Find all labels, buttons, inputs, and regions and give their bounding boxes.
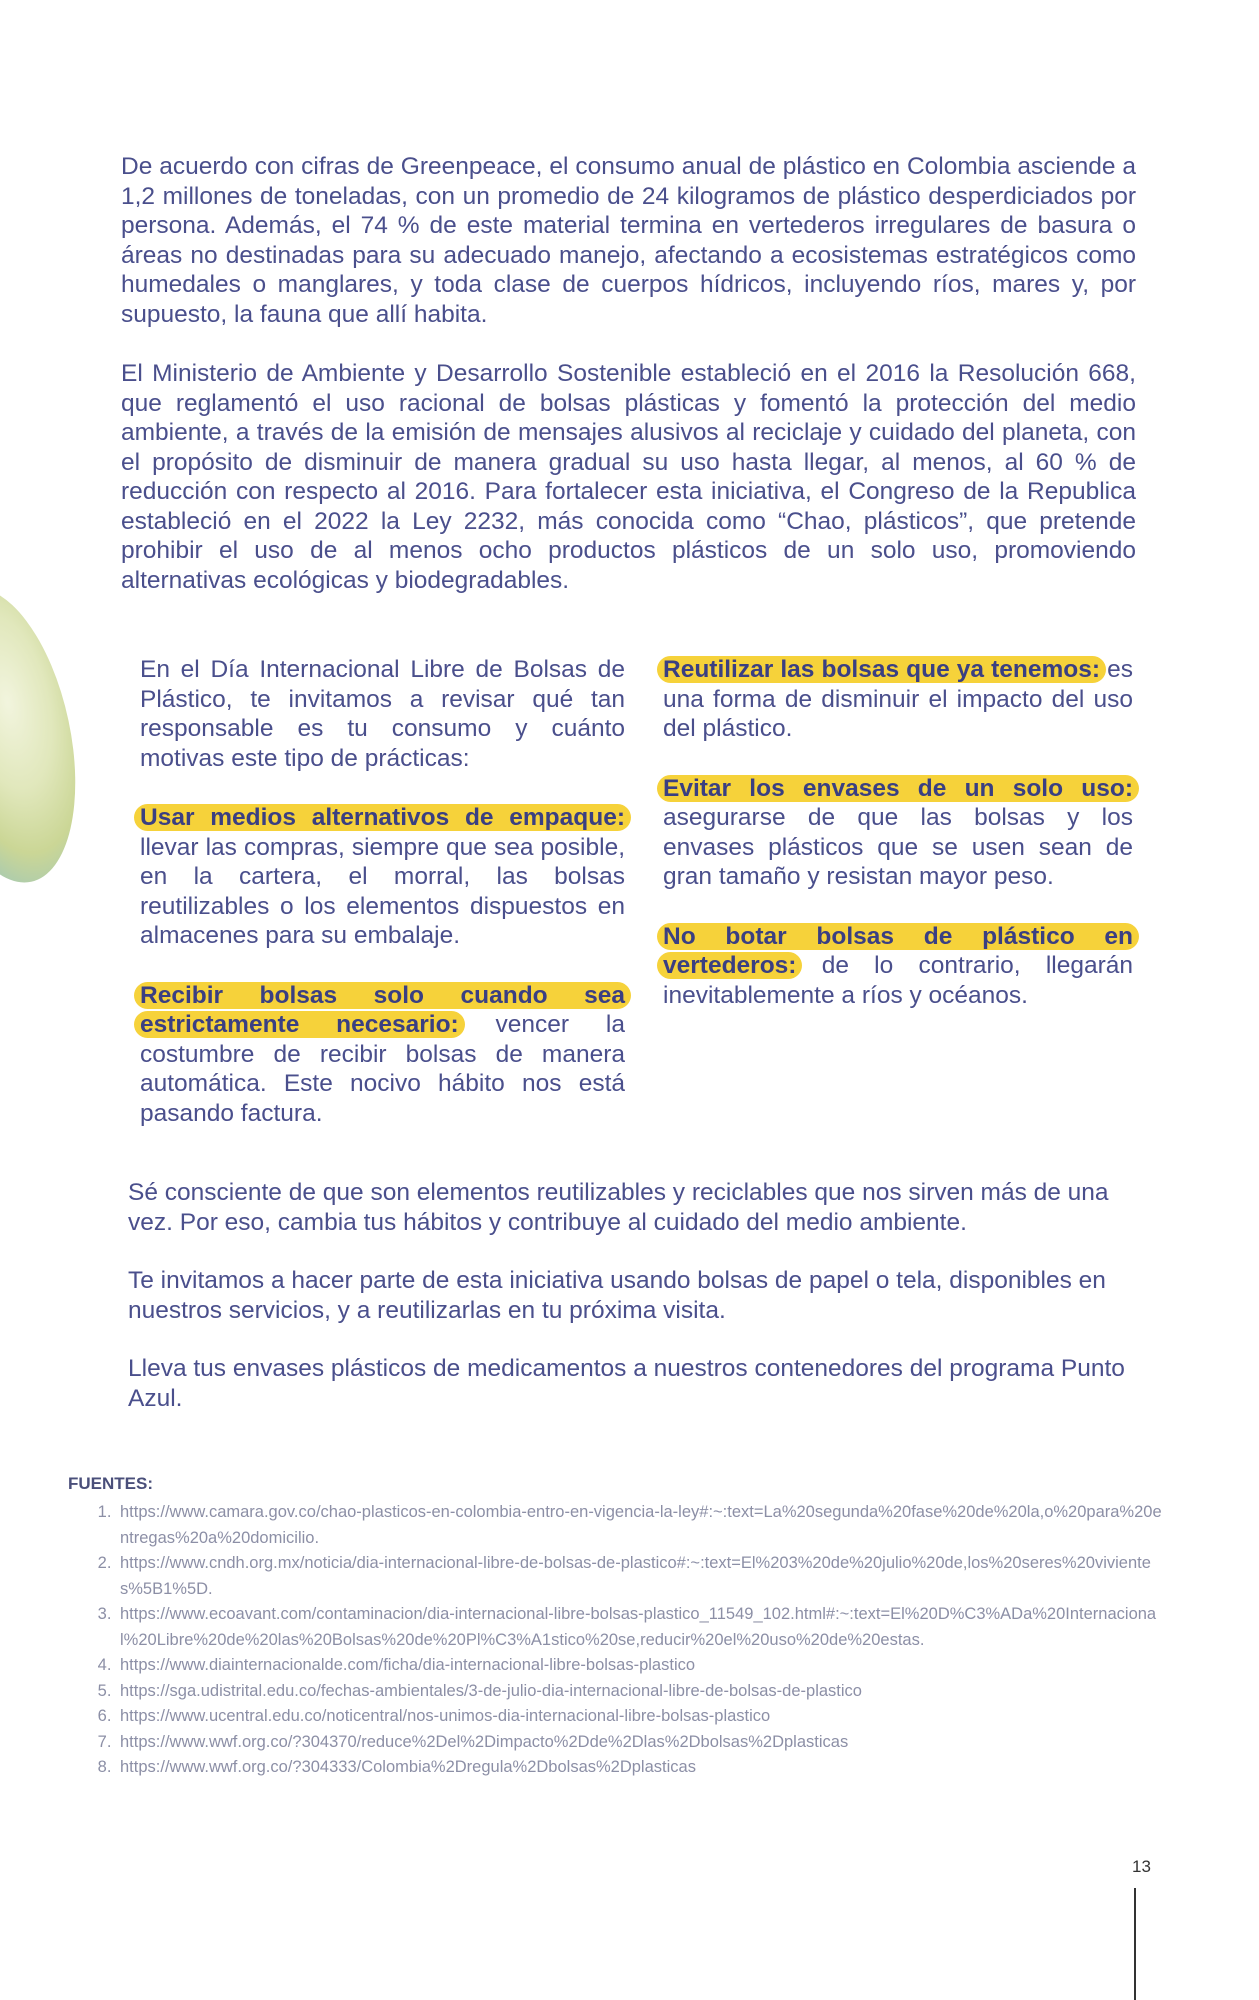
closing-paragraph-3: Lleva tus envases plásticos de medicamentos a nuestros contenedores del programa Punto Azul. — [128, 1355, 1125, 1412]
tip-body: de lo contrario, llegarán inevitablemente a ríos y océanos. — [663, 952, 1133, 1009]
tip-title: Usar medios alternativos de empaque: — [134, 804, 631, 831]
intro-paragraph-2: El Ministerio de Ambiente y Desarrollo Sostenible estableció en el 2016 la Resolución 668, que reglamentó el uso racional de bolsas plásticas y fomentó la protección del medio ambiente, a través de la emisión de mensajes alusivos al reciclaje y cuidado del planeta, con el propósito de disminuir de manera gradual su uso hasta llegar, al menos, al 60 % de reducción con respecto al 2016. Para fortalecer esta iniciativa, el Congreso de la Republica estableció en el 2022 la Ley 2232, más conocida como “Chao, plásticos”, que pretende prohibir el uso de al menos ocho productos plásticos de un solo uso, promoviendo alternativas ecológicas y biodegradables. — [121, 360, 1136, 594]
source-link[interactable]: 2. https://www.cndh.org.mx/noticia/dia-internacional-libre-de-bolsas-de-plastico#:~:text=El%203%20de%20julio%20de,los%20seres%20vivientes%5B1%5D. — [116, 1551, 1168, 1602]
tip-alternative-packaging — [140, 803, 625, 951]
tip-body: es una forma de disminuir el impacto del uso del plástico. — [663, 656, 1133, 742]
tip-title: Recibir bolsas solo cuando sea estrictamente necesario: — [134, 982, 631, 1039]
page-rule-divider — [1134, 1888, 1136, 2000]
page-number: 13 — [1132, 1857, 1151, 1876]
tips-right-column — [663, 655, 1133, 1040]
sources-title: FUENTES: — [68, 1474, 153, 1493]
tip-body: llevar las compras, siempre que sea posible, en la cartera, el morral, las bolsas reutilizables o los elementos dispuestos en almacenes para su embalaje. — [140, 833, 625, 949]
source-link[interactable]: 1. https://www.camara.gov.co/chao-plasticos-en-colombia-entro-en-vigencia-la-ley#:~:text=La%20segunda%20fase%20de%20la,o%20para%20entregas%20a%20domicilio. — [116, 1500, 1168, 1551]
sources-list — [68, 1500, 1168, 1781]
tip-title: Reutilizar las bolsas que ya tenemos: — [657, 656, 1106, 683]
tip-reuse-bags — [663, 655, 1133, 744]
tips-left-column — [140, 655, 625, 1158]
leaf-decoration — [0, 574, 100, 897]
tip-avoid-single-use — [663, 774, 1133, 892]
source-link[interactable]: 7. https://www.wwf.org.co/?304370/reduce%2Del%2Dimpacto%2Dde%2Dlas%2Dbolsas%2Dplasticas — [116, 1730, 1168, 1756]
closing-paragraph-2: Te invitamos a hacer parte de esta iniciativa usando bolsas de papel o tela, disponibles en nuestros servicios, y a reutilizarlas en tu próxima visita. — [128, 1267, 1106, 1324]
source-link[interactable]: 4. https://www.diainternacionalde.com/ficha/dia-internacional-libre-bolsas-plastico — [116, 1653, 1168, 1679]
tip-no-landfill — [663, 922, 1133, 1011]
intro-paragraph-1: De acuerdo con cifras de Greenpeace, el consumo anual de plástico en Colombia asciende a 1,2 millones de toneladas, con un promedio de 24 kilogramos de plástico desperdiciados por persona. Además, el 74 % de este material termina en vertederos irregulares de basura o áreas no destinadas para su adecuado manejo, afectando a ecosistemas estratégicos como humedales o manglares, y toda clase de cuerpos hídricos, incluyendo ríos, mares y, por supuesto, la fauna que allí habita. — [121, 153, 1136, 328]
source-link[interactable]: 3. https://www.ecoavant.com/contaminacion/dia-internacional-libre-bolsas-plastico_11549_102.html#:~:text=El%20D%C3%ADa%20Internacional%20Libre%20de%20las%20Bolsas%20de%20Pl%C3%A1stico%20se,reducir%20el%20uso%20de%20estas. — [116, 1602, 1168, 1653]
tip-title: No botar bolsas de plástico en vertederos: — [657, 923, 1139, 980]
tip-title: Evitar los envases de un solo uso: — [657, 775, 1139, 802]
tips-intro: En el Día Internacional Libre de Bolsas de Plástico, te invitamos a revisar qué tan responsable es tu consumo y cuánto motivas este tipo de prácticas: — [140, 656, 625, 772]
closing-paragraph-1: Sé consciente de que son elementos reutilizables y reciclables que nos sirven más de una vez. Por eso, cambia tus hábitos y contribuye al cuidado del medio ambiente. — [128, 1179, 1109, 1236]
source-link[interactable]: 5. https://sga.udistrital.edu.co/fechas-ambientales/3-de-julio-dia-internacional-libre-de-bolsas-de-plastico — [116, 1679, 1168, 1705]
tip-body: vencer la costumbre de recibir bolsas de manera automática. Este nocivo hábito nos está pasando factura. — [140, 1011, 625, 1127]
closing-section — [128, 1178, 1128, 1442]
tip-receive-bags — [140, 981, 625, 1129]
source-link[interactable]: 6. https://www.ucentral.edu.co/noticentral/nos-unimos-dia-internacional-libre-bolsas-plastico — [116, 1704, 1168, 1730]
source-link[interactable]: 8. https://www.wwf.org.co/?304333/Colombia%2Dregula%2Dbolsas%2Dplasticas — [116, 1755, 1168, 1781]
tip-body: asegurarse de que las bolsas y los envases plásticos que se usen sean de gran tamaño y resistan mayor peso. — [663, 804, 1133, 890]
sources-section — [68, 1474, 1168, 1781]
